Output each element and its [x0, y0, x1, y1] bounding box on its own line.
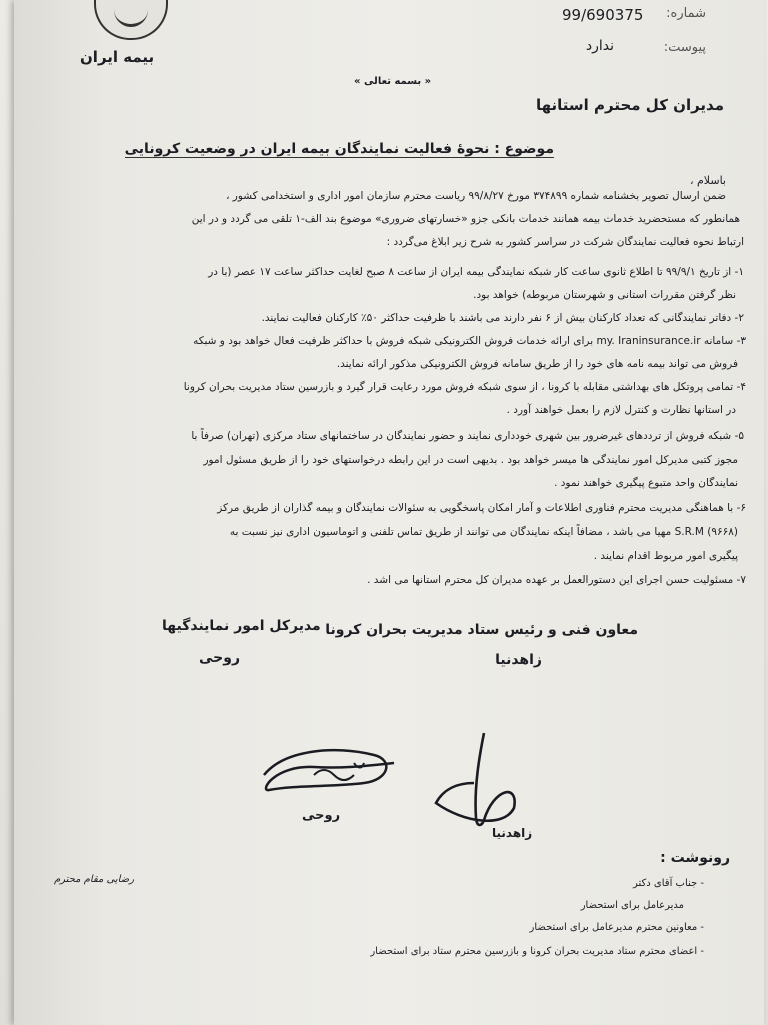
attachment-value: ندارد	[585, 38, 614, 54]
left-signatory-name: روحی	[199, 650, 241, 666]
left-signatory-title: مدیرکل امور نمایندگیها	[162, 618, 321, 634]
cc-line-2: مدیرعامل برای استحضار	[580, 900, 684, 911]
intro-line-1: ضمن ارسال تصویر بخشنامه شماره ۳۷۴۸۹۹ مورخ ۹۹/۸/۲۷ ریاست محترم سازمان امور اداری و استخدامی کشور ،	[226, 190, 726, 202]
item-4-line-1: ۴- تمامی پروتکل های بهداشتی مقابله با کرونا ، از سوی شبکه فروش مورد رعایت قرار گیرد و بازرسین ستاد مدیریت بحران کرونا	[183, 381, 746, 393]
letter-sheet	[14, 0, 764, 1025]
item-7: ۷- مسئولیت حسن اجرای این دستورالعمل بر عهده مدیران کل محترم استانها می اشد .	[367, 574, 746, 586]
item-6-line-1: ۶- با هماهنگی مدیریت محترم فناوری اطلاعات و آمار امکان پاسخگویی به سئوالات نمایندگان و بیمه گذاران از طریق مرکز	[217, 502, 746, 514]
cc-line-4: - اعضای محترم ستاد مدیریت بحران کرونا و بازرسین محترم ستاد برای استحضار	[370, 946, 704, 957]
item-1-line-1: ۱- از تاریخ ۹۹/۹/۱ تا اطلاع ثانوی ساعت کار شبکه نمایندگی بیمه ایران از ساعت ۸ صبح لغایت حداکثر ساعت ۱۷ عصر (با در	[208, 266, 744, 278]
item-1-line-2: نظر گرفتن مقررات استانی و شهرستان مربوطه) خواهد بود.	[473, 289, 736, 301]
item-6-line-3: پیگیری امور مربوط اقدام نمایند .	[593, 550, 738, 562]
item-3-line-1: ۳- سامانه my. Iraninsurance.ir برای ارائه خدمات فروش الکترونیکی شبکه فروش با حداکثر ظرفیت فعال خواهد بود و شبکه	[193, 335, 746, 347]
right-signatory-title: معاون فنی و رئیس ستاد مدیریت بحران کرونا	[325, 622, 638, 638]
intro-line-2: همانطور که مستحضرید خدمات بیمه همانند خدمات بانکی جزو «خسارتهای ضروری» موضوع بند الف-۱ تلقی می گردد و در این	[191, 213, 740, 225]
org-name: بیمه ایران	[80, 48, 155, 66]
item-5-line-2: مجوز کتبی مدیرکل امور نمایندگی ها میسر خواهد بود . بدیهی است در این رابطه درخواستهای خود را از طریق مسئول امور	[203, 454, 738, 466]
cc-line-3: - معاونین محترم مدیرعامل برای استحضار	[529, 922, 704, 933]
intro-line-3: ارتباط نحوه فعالیت نمایندگان شرکت در سراسر کشور به شرح زیر ابلاغ می‌گردد :	[386, 236, 744, 248]
item-2: ۲- دفاتر نمایندگانی که تعداد کارکنان بیش از ۶ نفر دارند می باشند با ظرفیت حداکثر ۵۰٪ کارکنان فعالیت نمایند.	[261, 312, 744, 324]
item-6-line-2: S.R.M (۹۶۶۸) مهیا می باشد ، مضافاً اینکه نمایندگان می توانند از طریق تماس تلفنی و اتوماسیون اداری نیز نسبت به	[229, 526, 738, 538]
letter-number: 99/690375	[562, 6, 644, 24]
right-signatory-name: زاهدنیا	[495, 652, 542, 668]
number-label: شماره:	[666, 6, 706, 21]
item-5-line-1: ۵- شبکه فروش از ترددهای غیرضرور بین شهری خودداری نمایند و حضور نمایندگان در ساختمانهای ستاد مرکزی (تهران) صرفاً با	[191, 430, 744, 442]
item-3-line-2: فروش می تواند بیمه نامه های خود را از طریق سامانه فروش الکترونیکی مذکور ارائه نمایند.	[336, 358, 738, 370]
attachment-label: پیوست:	[663, 40, 706, 55]
invocation: « بسمه تعالی »	[354, 76, 432, 87]
item-4-line-2: در استانها نظارت و کنترل لازم را بعمل خواهند آورد .	[506, 404, 736, 416]
cc-heading: رونوشت :	[660, 850, 730, 866]
addressee: مدیران کل محترم استانها	[536, 96, 724, 114]
salutation: باسلام ،	[689, 174, 726, 187]
subject: موضوع : نحوهٔ فعالیت نمایندگان بیمه ایران در وضعیت کرونایی	[124, 141, 554, 157]
cc-handwritten-note: رضایی مقام محترم	[54, 874, 135, 885]
item-5-line-3: نمایندگان واحد متبوع پیگیری خواهند نمود .	[554, 477, 738, 489]
left-signature-caption: روحی	[302, 808, 341, 823]
cc-line-1: - جناب آقای دکتر	[633, 878, 704, 889]
bimeh-iran-logo	[94, 0, 168, 40]
right-signature-caption: زاهدنیا	[492, 826, 533, 840]
